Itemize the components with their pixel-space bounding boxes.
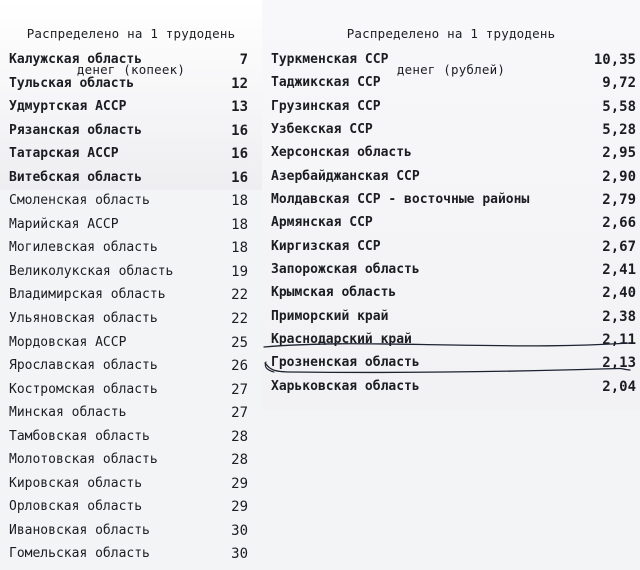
amount-value: 7 [239, 52, 248, 68]
table-row [262, 379, 640, 402]
right-table [262, 0, 640, 565]
region-name: Киргизская ССР [271, 238, 381, 254]
region-name: Армянская ССР [271, 215, 373, 231]
table-row [262, 192, 640, 215]
region-name: Ульяновская область [9, 311, 158, 327]
region-name: Удмуртская АССР [9, 99, 127, 115]
table-row [0, 76, 262, 100]
amount-value: 2,40 [602, 285, 636, 302]
amount-value: 2,04 [602, 378, 636, 395]
region-name: Гомельская область [9, 546, 150, 562]
table-row [0, 405, 262, 429]
table-row [0, 240, 262, 264]
amount-value: 12 [231, 75, 248, 92]
amount-value: 29 [231, 475, 248, 492]
handwritten-underline-grozny [262, 360, 632, 376]
amount-value: 2,79 [602, 192, 636, 209]
table-row [262, 262, 640, 285]
amount-value: 18 [231, 240, 248, 257]
amount-value: 5,58 [602, 98, 636, 115]
amount-value: 2,38 [602, 308, 636, 325]
left-table [0, 0, 262, 565]
amount-value: 27 [231, 405, 248, 422]
table-row [0, 146, 262, 170]
table-row [0, 193, 262, 217]
table-row [0, 287, 262, 311]
region-name: Татарская АССР [9, 146, 119, 162]
amount-value: 2,66 [602, 215, 636, 232]
left-header-line2: денег (копеек) [76, 62, 186, 77]
region-name: Ивановская область [9, 522, 150, 538]
table-row [0, 123, 262, 147]
region-name: Харьковская область [271, 378, 420, 394]
region-name: Краснодарский край [271, 332, 412, 348]
region-name: Смоленская область [9, 193, 150, 209]
region-name: Калужская область [9, 52, 143, 67]
region-name: Туркменская ССР [271, 52, 389, 67]
table-row [0, 217, 262, 241]
table-row [0, 382, 262, 406]
table-row [262, 52, 640, 75]
amount-value: 2,41 [602, 262, 636, 279]
table-row [0, 264, 262, 288]
region-name: Запорожская область [271, 262, 420, 278]
amount-value: 16 [231, 122, 248, 139]
amount-value: 2,67 [602, 238, 636, 255]
amount-value: 18 [231, 193, 248, 210]
region-name: Молотовская область [9, 452, 158, 468]
right-header-line1: Распределено на 1 трудодень [346, 26, 556, 41]
table-row [0, 452, 262, 476]
region-name: Минская область [9, 405, 127, 421]
table-row [0, 99, 262, 123]
amount-value: 22 [231, 311, 248, 328]
left-table-rows [0, 52, 262, 570]
handwritten-underline-krasnodar [262, 338, 632, 352]
amount-value: 2,95 [602, 145, 636, 162]
amount-value: 27 [231, 381, 248, 398]
table-row [0, 476, 262, 500]
region-name: Приморский край [271, 308, 389, 324]
amount-value: 16 [231, 146, 248, 163]
region-name: Рязанская область [9, 122, 143, 138]
amount-value: 30 [231, 522, 248, 539]
region-name: Тамбовская область [9, 428, 150, 444]
amount-value: 5,28 [602, 122, 636, 139]
region-name: Крымская область [271, 285, 397, 301]
amount-value: 13 [231, 99, 248, 116]
region-name: Херсонская область [271, 145, 412, 161]
amount-value: 16 [231, 169, 248, 186]
region-name: Азербайджанская ССР [271, 168, 420, 184]
region-name: Марийская АССР [9, 216, 119, 232]
right-header-line2: денег (рублей) [396, 62, 506, 77]
amount-value: 29 [231, 499, 248, 516]
table-row [262, 285, 640, 308]
table-row [0, 546, 262, 570]
amount-value: 25 [231, 334, 248, 351]
table-row [262, 122, 640, 145]
table-row [0, 499, 262, 523]
amount-value: 22 [231, 287, 248, 304]
region-name: Великолукская область [9, 263, 174, 279]
table-row [0, 523, 262, 547]
left-header-line1: Распределено на 1 трудодень [26, 26, 236, 41]
table-row [262, 145, 640, 168]
table-row [0, 429, 262, 453]
region-name: Витебская область [9, 169, 143, 185]
table-row [262, 75, 640, 98]
region-name: Узбекская ССР [271, 122, 373, 138]
region-name: Молдавская ССР - восточные районы [271, 192, 530, 208]
amount-value: 10,35 [593, 52, 636, 68]
amount-value: 28 [231, 452, 248, 469]
amount-value: 18 [231, 216, 248, 233]
amount-value: 30 [231, 546, 248, 563]
region-name: Костромская область [9, 381, 158, 397]
amount-value: 28 [231, 428, 248, 445]
amount-value: 2,13 [602, 355, 636, 372]
region-name: Грузинская ССР [271, 98, 381, 114]
table-row [0, 335, 262, 359]
amount-value: 2,11 [602, 332, 636, 349]
region-name: Грозненская область [271, 355, 420, 371]
region-name: Орловская область [9, 499, 143, 515]
table-row [0, 52, 262, 76]
region-name: Кировская область [9, 475, 143, 491]
region-name: Владимирская область [9, 287, 166, 303]
amount-value: 19 [231, 263, 248, 280]
amount-value: 9,72 [602, 75, 636, 92]
table-row [0, 311, 262, 335]
table-row [0, 358, 262, 382]
region-name: Мордовская АССР [9, 334, 127, 350]
table-row [262, 309, 640, 332]
table-row [262, 215, 640, 238]
table-row [262, 239, 640, 262]
table-row [262, 99, 640, 122]
amount-value: 26 [231, 358, 248, 375]
region-name: Могилевская область [9, 240, 158, 256]
table-row [262, 169, 640, 192]
region-name: Тульская область [9, 75, 135, 91]
region-name: Таджикская ССР [271, 75, 381, 91]
region-name: Ярославская область [9, 358, 158, 374]
amount-value: 2,90 [602, 168, 636, 185]
table-row [0, 170, 262, 194]
